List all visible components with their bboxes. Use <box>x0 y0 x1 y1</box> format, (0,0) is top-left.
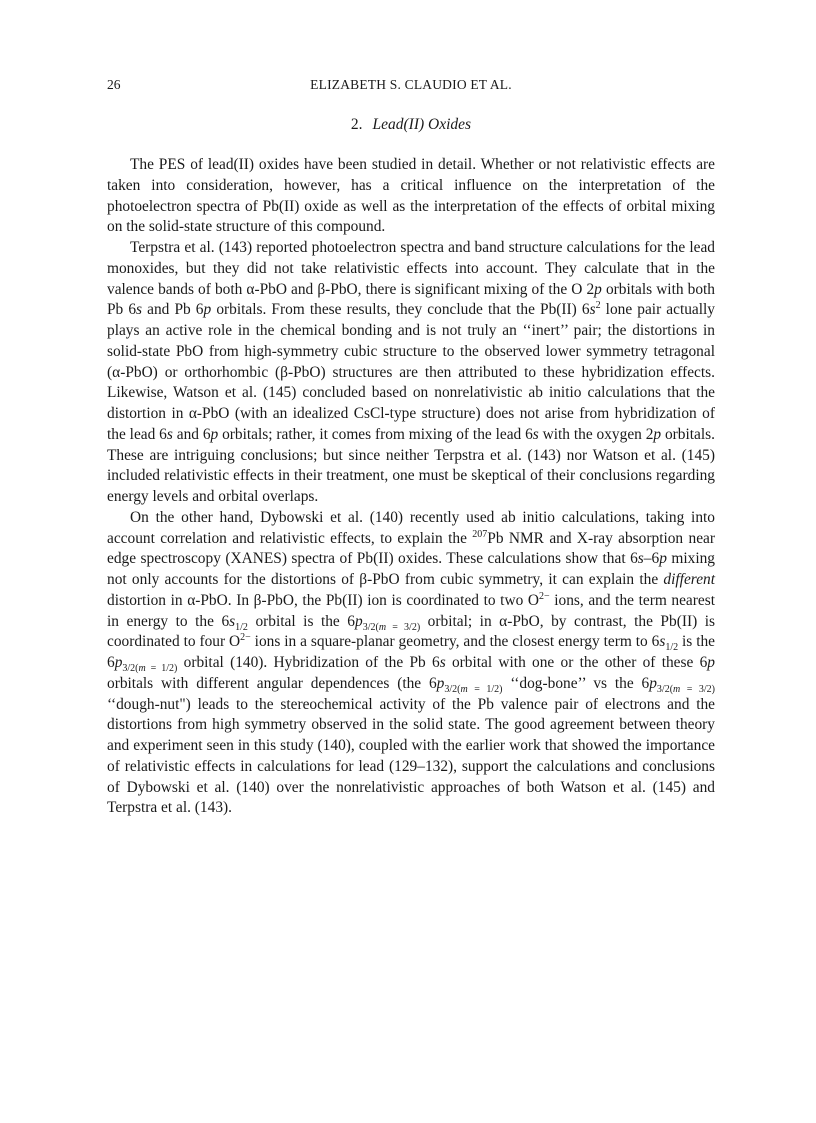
page-number: 26 <box>107 77 121 92</box>
running-head <box>107 75 715 95</box>
paragraph-1: The PES of lead(II) oxides have been studied in detail. Whether or not relativistic effects are taken into consideration, however, has a critical influence on the interpretation of the photoelectron spectra of Pb(II) oxide as well as the interpretation of the effects of orbital mixing on the solid-state structure of this compound. <box>107 156 715 236</box>
running-title: ELIZABETH S. CLAUDIO ET AL. <box>310 77 512 92</box>
paragraph-2: Terpstra et al. (143) reported photoelectron spectra and band structure calculations for the lead monoxides, but they did not take relativistic effects into account. They calculate that in the valence bands of both α-PbO and β-PbO, there is significant mixing of the O 2p orbitals with both Pb 6s and Pb 6p orbitals. From these results, they conclude that the Pb(II) $6s^2$ lone pair actually plays an active role in the chemical bonding and is not truly an ‘‘inert’’ pair; the distortions in solid-state PbO from high-symmetry cubic structure to the observed lower symmetry tetragonal (α-PbO) or orthorhombic (β-PbO) structures are then attributed to these hybridization effects. Likewise, Watson et al. (145) concluded based on nonrelativistic ab initio calculations that the distortion in α-PbO (with an idealized CsCl-type structure) does not arise from hybridization of the lead 6s and 6p orbitals; rather, it comes from mixing of the lead 6s with the oxygen 2p orbitals. These are intriguing conclusions; but since neither Terpstra et al. (143) nor Watson et al. (145) included relativistic effects in their treatment, one must be skeptical of their conclusions regarding energy levels and orbital overlaps. <box>107 239 716 505</box>
section-number: 2. <box>350 116 363 133</box>
paragraph-3: On the other hand, Dybowski et al. (140) recently used ab initio calculations, taking into account correlation and relativistic effects, to explain the $^{207}$Pb NMR and X-ray absorption near edge spectroscopy (XANES) spectra of Pb(II) oxides. These calculations show that 6s–6p mixing not only accounts for the distortions of β-PbO from cubic symmetry, it can explain the different distortion in α-PbO. In β-PbO, the Pb(II) ion is coordinated to two $O^{2-}$ ions, and the term nearest in energy to the $6s_{1/2}$ orbital is the $6p_{3/2(m = 3/2)}$ orbital; in α-PbO, by contrast, the Pb(II) is coordinated to four $O^{2-}$ ions in a square-planar geometry, and the closest energy term to $6s_{1/2}$ is the $6p_{3/2(m = 1/2)}$ orbital (140). Hybridization of the Pb 6s orbital with one or the other of these 6p orbitals with different angular dependences (the $6p_{3/2(m = 1/2)}$ ‘‘dog-bone’’ vs the $6p_{3/2(m = 3/2)}$ ‘‘dough-nut") leads to the stereochemical activity of the Pb valence pair of electrons and the distortions from high symmetry observed in the solid state. The good agreement between theory and experiment seen in this study (140), coupled with the earlier work that showed the importance of relativistic effects in calculations for lead (129–132), support the calculations and conclusions of Dybowski et al. (140) over the nonrelativistic approaches of both Watson et al. (145) and Terpstra et al. (143). <box>107 508 716 817</box>
section-heading <box>107 114 715 136</box>
section-title: Lead(II) Oxides <box>372 116 472 133</box>
body-text <box>107 155 715 819</box>
